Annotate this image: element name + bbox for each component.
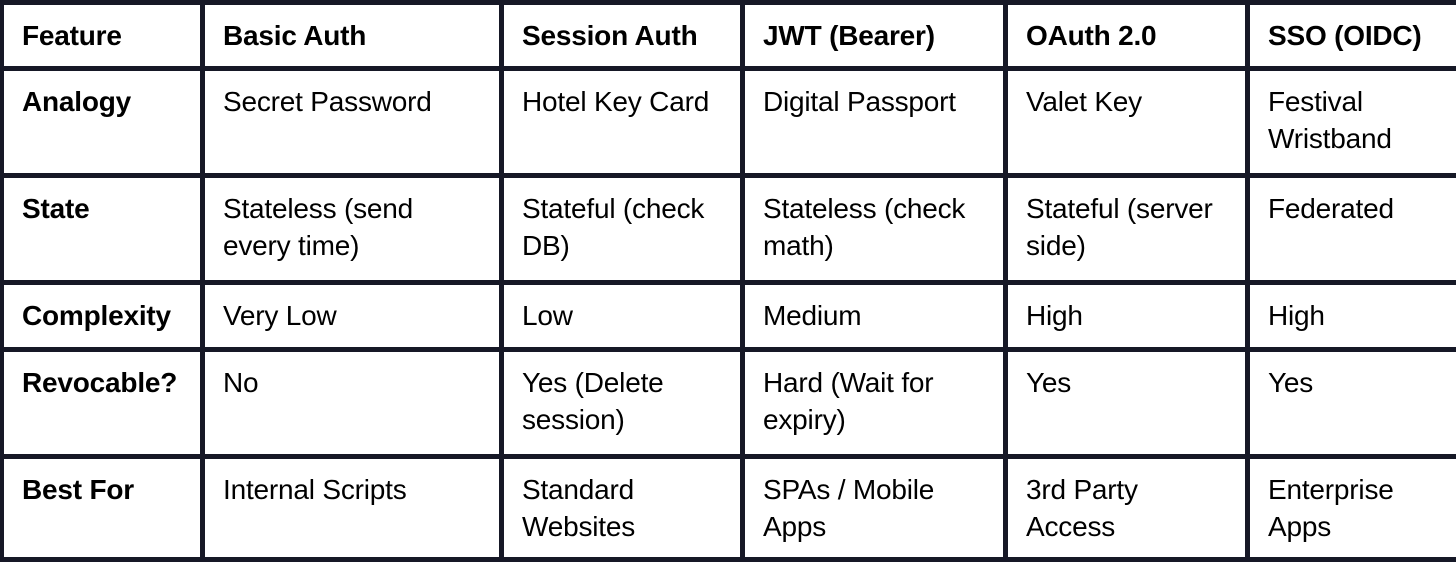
table-cell: Medium bbox=[745, 285, 1003, 347]
table-row-revocable bbox=[4, 352, 1456, 454]
table-cell: Secret Password bbox=[205, 71, 499, 173]
row-label-analogy: Analogy bbox=[4, 71, 200, 173]
table-cell: Stateless (send every time) bbox=[205, 178, 499, 280]
table-cell: High bbox=[1250, 285, 1456, 347]
table-cell: Standard Websites bbox=[504, 459, 740, 557]
table-cell: Hard (Wait for expiry) bbox=[745, 352, 1003, 454]
table-cell: High bbox=[1008, 285, 1245, 347]
table-cell: SPAs / Mobile Apps bbox=[745, 459, 1003, 557]
header-basic-auth: Basic Auth bbox=[205, 5, 499, 66]
table-cell: Festival Wristband bbox=[1250, 71, 1456, 173]
table-cell: Yes (Delete session) bbox=[504, 352, 740, 454]
table-row-state bbox=[4, 178, 1456, 280]
table-cell: Internal Scripts bbox=[205, 459, 499, 557]
table-cell: Very Low bbox=[205, 285, 499, 347]
row-label-revocable: Revocable? bbox=[4, 352, 200, 454]
table-row-best-for bbox=[4, 459, 1456, 557]
row-label-state: State bbox=[4, 178, 200, 280]
header-row bbox=[4, 5, 1456, 66]
table-cell: Yes bbox=[1008, 352, 1245, 454]
header-sso: SSO (OIDC) bbox=[1250, 5, 1456, 66]
table-cell: Stateless (check math) bbox=[745, 178, 1003, 280]
table-row-analogy bbox=[4, 71, 1456, 173]
table-cell: Digital Passport bbox=[745, 71, 1003, 173]
row-label-best-for: Best For bbox=[4, 459, 200, 557]
table-cell: Hotel Key Card bbox=[504, 71, 740, 173]
row-label-complexity: Complexity bbox=[4, 285, 200, 347]
header-feature: Feature bbox=[4, 5, 200, 66]
table-cell: No bbox=[205, 352, 499, 454]
table-cell: Federated bbox=[1250, 178, 1456, 280]
table-cell: Enterprise Apps bbox=[1250, 459, 1456, 557]
table-cell: Stateful (check DB) bbox=[504, 178, 740, 280]
table-cell: Low bbox=[504, 285, 740, 347]
table-cell: 3rd Party Access bbox=[1008, 459, 1245, 557]
table-cell: Yes bbox=[1250, 352, 1456, 454]
header-session-auth: Session Auth bbox=[504, 5, 740, 66]
table-cell: Stateful (server side) bbox=[1008, 178, 1245, 280]
header-jwt: JWT (Bearer) bbox=[745, 5, 1003, 66]
header-oauth: OAuth 2.0 bbox=[1008, 5, 1245, 66]
table-row-complexity bbox=[4, 285, 1456, 347]
table-cell: Valet Key bbox=[1008, 71, 1245, 173]
